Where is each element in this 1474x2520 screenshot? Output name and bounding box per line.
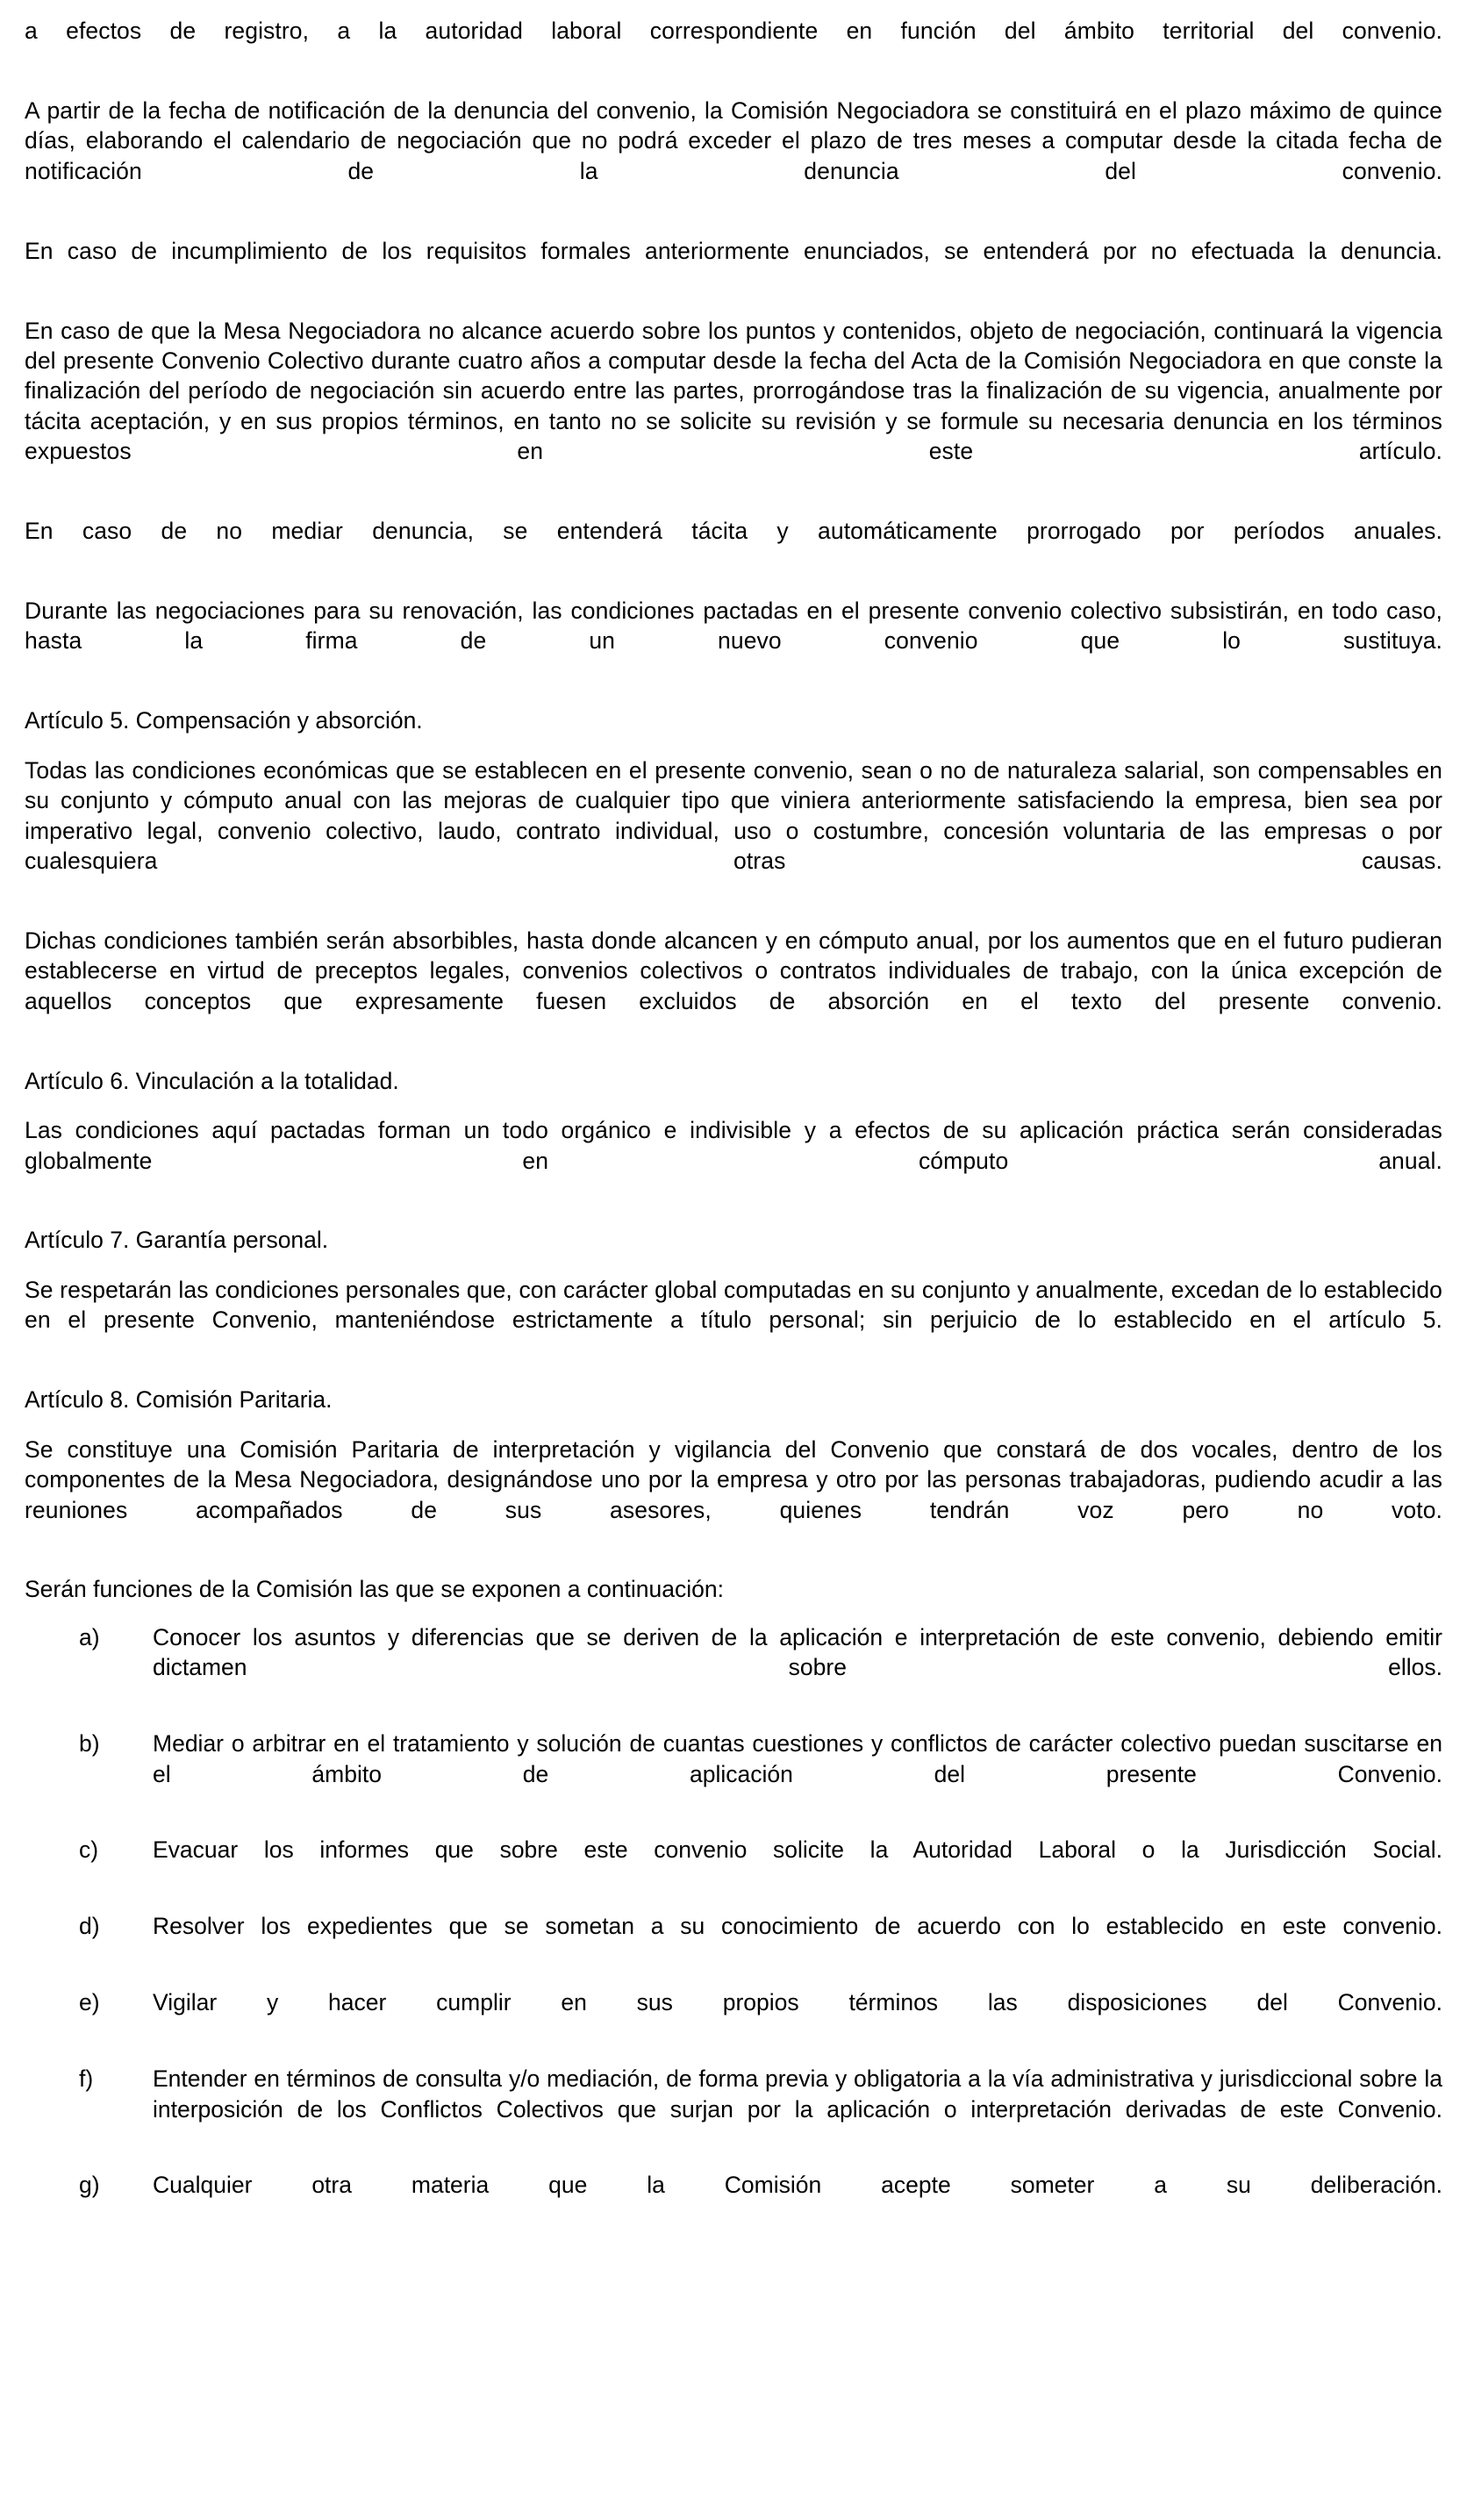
list-item-text: Entender en términos de consulta y/o mediación, de forma previa y obligatoria a la vía administrativa y jurisdiccional sobre la interposición de los Conflictos Colectivos que surjan por la aplicación o interpretación derivadas de este Convenio. <box>153 2065 1442 2123</box>
paragraph: a efectos de registro, a la autoridad laboral correspondiente en función del ámbito territorial del convenio. <box>25 18 1442 44</box>
list-item <box>25 1911 1442 1972</box>
paragraph: Se respetarán las condiciones personales que, con carácter global computadas en su conjunto y anualmente, excedan de lo establecido en el presente Convenio, manteniéndose estrictamente a título personal; sin perjuicio de lo establecido en el artículo 5. <box>25 1276 1442 1334</box>
list-item-text: Mediar o arbitrar en el tratamiento y solución de cuantas cuestiones y conflictos de carácter colectivo puedan suscitarse en el ámbito de aplicación del presente Convenio. <box>153 1730 1442 1787</box>
list-item <box>25 1622 1442 1713</box>
list-item <box>25 2064 1442 2154</box>
list-item <box>25 1729 1442 1819</box>
list-item-marker: b) <box>79 1730 100 1758</box>
paragraph: Dichas condiciones también serán absorbibles, hasta donde alcancen y en cómputo anual, por los aumentos que en el futuro pudieran establecerse en virtud de preceptos legales, convenios colectivos o contratos individuales de trabajo, con la única excepción de aquellos conceptos que expresamente fuesen excluidos de absorción en el texto del presente convenio. <box>25 927 1442 1014</box>
list-item-text: Vigilar y hacer cumplir en sus propios términos las disposiciones del Convenio. <box>153 1989 1442 2016</box>
article-heading-7: Artículo 7. Garantía personal. <box>25 1227 329 1254</box>
list-item <box>25 1835 1442 1895</box>
article-heading-5: Artículo 5. Compensación y absorción. <box>25 707 423 734</box>
paragraph: En caso de que la Mesa Negociadora no alcance acuerdo sobre los puntos y contenidos, objeto de negociación, continuará la vigencia del presente Convenio Colectivo durante cuatro años a computar desde la fecha del Acta de la Comisión Negociadora en que conste la finalización del período de negociación sin acuerdo entre las partes, prorrogándose tras la finalización de su vigencia, anualmente por tácita aceptación, y en sus propios términos, en tanto no se solicite su revisión y se formule su necesaria denuncia en los términos expuestos en este artículo. <box>25 317 1442 465</box>
paragraph: Se constituye una Comisión Paritaria de interpretación y vigilancia del Convenio que constará de dos vocales, dentro de los componentes de la Mesa Negociadora, designándose uno por la empresa y otro por las personas trabajadoras, pudiendo acudir a las reuniones acompañados de sus asesores, quienes tendrán voz pero no voto. <box>25 1435 1442 1523</box>
article-heading-8: Artículo 8. Comisión Paritaria. <box>25 1386 333 1414</box>
article-heading-6: Artículo 6. Vinculación a la totalidad. <box>25 1067 399 1094</box>
paragraph: En caso de no mediar denuncia, se entenderá tácita y automáticamente prorrogado por períodos anuales. <box>25 518 1442 545</box>
list-item <box>25 2170 1442 2230</box>
paragraph: Todas las condiciones económicas que se establecen en el presente convenio, sean o no de naturaleza salarial, son compensables en su conjunto y cómputo anual con las mejoras de cualquier tipo que viniera anteriormente satisfaciendo la empresa, bien sea por imperativo legal, convenio colectivo, laudo, contrato individual, uso o costumbre, concesión voluntaria de las empresas o por cualesquiera otras causas. <box>25 756 1442 875</box>
list-item-marker: e) <box>79 1989 100 2016</box>
list-intro: Serán funciones de la Comisión las que se exponen a continuación: <box>25 1576 724 1603</box>
paragraph: A partir de la fecha de notificación de la denuncia del convenio, la Comisión Negociadora se constituirá en el plazo máximo de quince días, elaborando el calendario de negociación que no podrá exceder el plazo de tres meses a computar desde la citada fecha de notificación de la denuncia del convenio. <box>25 97 1442 184</box>
list-item-text: Conocer los asuntos y diferencias que se deriven de la aplicación e interpretación de este convenio, debiendo emitir dictamen sobre ellos. <box>153 1623 1442 1681</box>
paragraph: Durante las negociaciones para su renovación, las condiciones pactadas en el presente convenio colectivo subsistirán, en todo caso, hasta la firma de un nuevo convenio que lo sustituya. <box>25 598 1442 655</box>
paragraph: Las condiciones aquí pactadas forman un todo orgánico e indivisible y a efectos de su aplicación práctica serán consideradas globalmente en cómputo anual. <box>25 1117 1442 1174</box>
list-item-text: Evacuar los informes que sobre este convenio solicite la Autoridad Laboral o la Jurisdicción Social. <box>153 1836 1442 1864</box>
list-item-marker: f) <box>79 2065 94 2093</box>
functions-list <box>25 1622 1442 2230</box>
list-item-marker: d) <box>79 1913 100 1940</box>
list-item <box>25 1987 1442 2048</box>
list-item-text: Resolver los expedientes que se sometan a su conocimiento de acuerdo con lo establecido en este convenio. <box>153 1913 1442 1940</box>
list-item-text: Cualquier otra materia que la Comisión acepte someter a su deliberación. <box>153 2172 1442 2199</box>
list-item-marker: c) <box>79 1836 99 1864</box>
list-item-marker: a) <box>79 1623 100 1650</box>
paragraph: En caso de incumplimiento de los requisitos formales anteriormente enunciados, se entenderá por no efectuada la denuncia. <box>25 237 1442 264</box>
list-item-marker: g) <box>79 2172 100 2199</box>
